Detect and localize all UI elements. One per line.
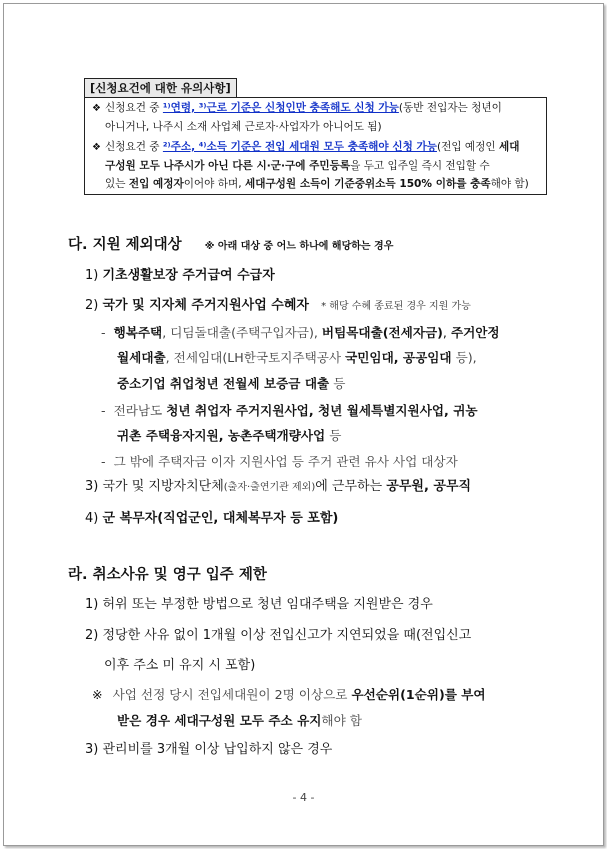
cancel-item-2-line-1: 2) 정당한 사유 없이 1개월 이상 전입신고가 지연되었을 때(전입신고	[85, 628, 472, 643]
cancel-note-line-2: 받은 경우 세대구성원 모두 주소 유지해야 함	[117, 713, 362, 728]
notice-item-1: ❖ 신청요건 중 ¹⁾연령, ³⁾근로 기준은 신청인만 충족해도 신청 가능(동반 전입자는 청년이 아니거나, 나주시 소재 사업체 근로자·사업자가 아니어도 됨)	[92, 102, 502, 133]
cancel-item-2-line-2: 이후 주소 미 유지 시 포함)	[104, 658, 256, 673]
exclusion-sub-1-line-1: - 행복주택, 디딤돌대출(주택구입자금), 버팀목대출(전세자금), 주거안정	[101, 325, 500, 340]
notice-tag: [신청요건에 대한 유의사항]	[84, 78, 237, 97]
section-da-note: ※ 아래 대상 중 어느 하나에 해당하는 경우	[204, 241, 394, 252]
section-ra-title: 라. 취소사유 및 영구 입주 제한	[68, 567, 267, 583]
notice-item-2: ❖ 신청요건 중 ²⁾주소, ⁴⁾소득 기준은 전입 세대원 모두 충족해야 신청 가능(전입 예정인 세대 구성원 모두 나주시가 아닌 다른 시·군·구에 주민등록을 두고 입주일 즉시 전입할 수 있는 전입 예정자이어야 하며, 세대구성원 소득이 기준중위소득 150% 이하를 충족해야 함)	[92, 141, 529, 190]
cancel-item-3: 3) 관리비를 3개월 이상 납입하지 않은 경우	[85, 742, 333, 757]
exclusion-sub-1-line-3: 중소기업 취업청년 전월세 보증금 대출 등	[117, 376, 346, 391]
exclusion-item-3: 3) 국가 및 지방자치단체(출자·출연기관 제외)에 근무하는 공무원, 공무직	[85, 479, 472, 494]
exclusion-item-4: 4) 군 복무자(직업군인, 대체복무자 등 포함)	[85, 511, 339, 526]
diamond-bullet-icon: ❖	[92, 103, 101, 114]
exclusion-sub-2-line-1: - 전라남도 청년 취업자 주거지원사업, 청년 월세특별지원사업, 귀농	[101, 403, 478, 418]
exclusion-sub-1-line-2: 월세대출, 전세임대(LH한국토지주택공사 국민임대, 공공임대 등),	[117, 350, 477, 365]
exclusion-item-1: 1) 기초생활보장 주거급여 수급자	[85, 268, 275, 283]
diamond-bullet-icon: ❖	[92, 142, 101, 153]
cancel-item-1: 1) 허위 또는 부정한 방법으로 청년 임대주택을 지원받은 경우	[85, 597, 433, 612]
exclusion-sub-2-line-2: 귀촌 주택융자지원, 농촌주택개량사업 등	[117, 428, 342, 443]
exclusion-item-2: 2) 국가 및 지자체 주거지원사업 수혜자 * 해당 수혜 종료된 경우 지원 가능	[85, 298, 471, 313]
exclusion-sub-3: - 그 밖에 주택자금 이자 지원사업 등 주거 관련 유사 사업 대상자	[101, 454, 458, 469]
cancel-note-line-1: ※ 사업 선정 당시 전입세대원이 2명 이상으로 우선순위(1순위)를 부여	[92, 687, 486, 702]
page-number: - 4 -	[292, 791, 315, 804]
section-da-title: 다. 지원 제외대상 ※ 아래 대상 중 어느 하나에 해당하는 경우	[68, 237, 394, 253]
